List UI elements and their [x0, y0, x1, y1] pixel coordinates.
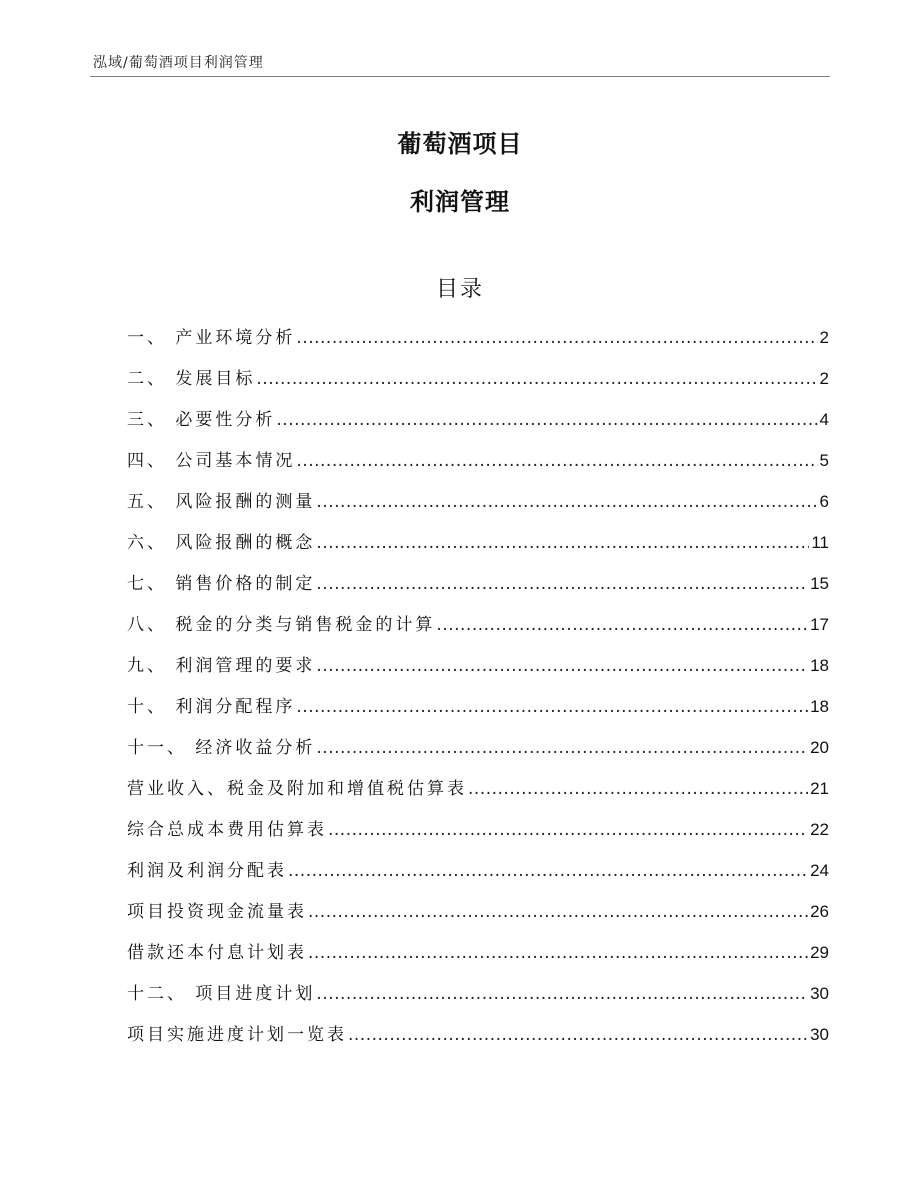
toc-entry[interactable] [127, 568, 829, 609]
toc-dot-leader [296, 322, 817, 354]
toc-entry[interactable] [127, 937, 829, 978]
toc-entry-page: 26 [810, 902, 829, 921]
toc-entry[interactable] [127, 896, 829, 937]
toc-dot-leader [308, 896, 808, 928]
toc-entry[interactable] [127, 609, 829, 650]
toc-entry[interactable] [127, 773, 829, 814]
toc-dot-leader [328, 814, 808, 846]
toc-entry-label: 二、 发展目标 [127, 369, 256, 389]
toc-entry-label: 一、 产业环境分析 [127, 328, 296, 348]
toc-entry-label: 三、 必要性分析 [127, 410, 276, 430]
toc-entry[interactable] [127, 404, 829, 445]
toc-entry[interactable] [127, 445, 829, 486]
header-rule [90, 76, 830, 77]
toc-entry-page: 29 [810, 943, 829, 962]
toc-entry-page: 20 [810, 738, 829, 757]
table-of-contents [127, 322, 829, 1060]
toc-entry-label: 项目投资现金流量表 [127, 902, 307, 922]
toc-dot-leader [468, 773, 808, 805]
toc-dot-leader [436, 609, 808, 641]
toc-dot-leader [308, 937, 808, 969]
toc-entry[interactable] [127, 978, 829, 1019]
toc-dot-leader [316, 527, 809, 559]
toc-dot-leader [296, 691, 808, 723]
toc-entry-page: 6 [819, 492, 829, 511]
toc-entry-label: 九、 利润管理的要求 [127, 656, 316, 676]
toc-entry-page: 30 [810, 1025, 829, 1044]
toc-entry[interactable] [127, 363, 829, 404]
toc-entry-label: 项目实施进度计划一览表 [127, 1025, 347, 1045]
toc-entry-page: 2 [819, 328, 829, 347]
toc-entry-page: 24 [810, 861, 829, 880]
document-title-line2: 利润管理 [410, 188, 510, 216]
toc-entry[interactable] [127, 322, 829, 363]
toc-entry-label: 利润及利润分配表 [127, 861, 287, 881]
toc-entry-label: 营业收入、税金及附加和增值税估算表 [127, 779, 467, 799]
toc-entry-label: 五、 风险报酬的测量 [127, 492, 316, 512]
toc-entry-label: 十、 利润分配程序 [127, 697, 296, 717]
toc-dot-leader [316, 732, 808, 764]
toc-entry-page: 22 [810, 820, 829, 839]
toc-entry[interactable] [127, 814, 829, 855]
toc-entry-page: 15 [810, 574, 829, 593]
running-header: 泓域/葡萄酒项目利润管理 [93, 55, 264, 71]
toc-entry-page: 18 [810, 656, 829, 675]
toc-dot-leader [316, 978, 808, 1010]
toc-entry-page: 4 [819, 410, 829, 429]
toc-entry-label: 八、 税金的分类与销售税金的计算 [127, 615, 436, 635]
toc-entry-label: 七、 销售价格的制定 [127, 574, 316, 594]
toc-entry[interactable] [127, 691, 829, 732]
toc-dot-leader [256, 363, 817, 395]
toc-entry-page: 21 [810, 779, 829, 798]
toc-entry-page: 18 [810, 697, 829, 716]
toc-dot-leader [296, 445, 817, 477]
toc-dot-leader [316, 568, 808, 600]
toc-dot-leader [316, 650, 808, 682]
toc-entry-label: 综合总成本费用估算表 [127, 820, 327, 840]
toc-entry-page: 5 [819, 451, 829, 470]
toc-dot-leader [288, 855, 808, 887]
toc-dot-leader [348, 1019, 808, 1051]
toc-entry[interactable] [127, 732, 829, 773]
toc-entry[interactable] [127, 650, 829, 691]
toc-dot-leader [276, 404, 817, 436]
toc-entry[interactable] [127, 1019, 829, 1060]
toc-entry-label: 六、 风险报酬的概念 [127, 533, 316, 553]
document-title-line1: 葡萄酒项目 [397, 130, 523, 158]
toc-entry-page: 2 [819, 369, 829, 388]
toc-heading: 目录 [435, 277, 484, 302]
toc-entry-label: 十二、 项目进度计划 [127, 984, 316, 1004]
toc-entry[interactable] [127, 855, 829, 896]
toc-entry-page: 17 [810, 615, 829, 634]
toc-dot-leader [316, 486, 817, 518]
toc-entry-label: 借款还本付息计划表 [127, 943, 307, 963]
toc-entry-label: 十一、 经济收益分析 [127, 738, 316, 758]
toc-entry-page: 30 [810, 984, 829, 1003]
toc-entry-page: 11 [811, 533, 829, 552]
toc-entry[interactable] [127, 527, 829, 568]
toc-entry-label: 四、 公司基本情况 [127, 451, 296, 471]
toc-entry[interactable] [127, 486, 829, 527]
